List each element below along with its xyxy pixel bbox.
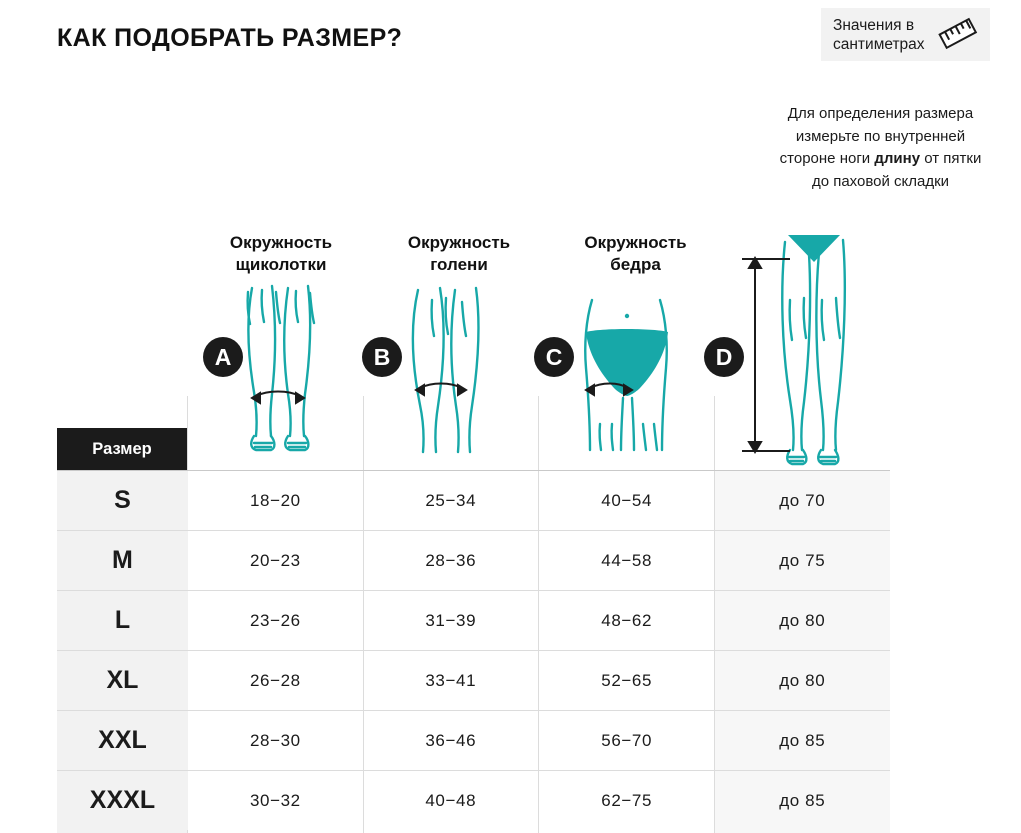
units-badge	[821, 8, 990, 61]
cell-thigh: 62−75	[539, 771, 715, 831]
cell-calf: 40−48	[363, 771, 539, 831]
cell-calf: 33−41	[363, 651, 539, 711]
figure-calf	[413, 288, 479, 452]
column-heading-ankle	[196, 232, 366, 276]
size-column-header: Размер	[57, 428, 187, 470]
cell-length: до 85	[715, 771, 890, 831]
length-measure-arrow	[742, 258, 790, 452]
cell-ankle: 30−32	[188, 771, 363, 831]
cell-thigh: 52−65	[539, 651, 715, 711]
cell-length: до 70	[715, 471, 890, 531]
figure-thigh	[585, 300, 667, 450]
column-heading-ankle-line2: щиколотки	[235, 255, 327, 274]
cell-length: до 80	[715, 651, 890, 711]
cell-calf: 28−36	[363, 531, 539, 591]
badge-a: A	[203, 337, 243, 377]
thigh-measure-arrow	[586, 384, 632, 396]
cell-calf: 25−34	[363, 471, 539, 531]
cell-size: M	[57, 531, 188, 591]
cell-length: до 75	[715, 531, 890, 591]
table-row	[57, 531, 890, 591]
column-heading-thigh-line2: бедра	[610, 255, 661, 274]
cell-size: L	[57, 591, 188, 651]
cell-size: XXL	[57, 711, 188, 771]
cell-ankle: 20−23	[188, 531, 363, 591]
cell-size: XL	[57, 651, 188, 711]
cell-thigh: 48−62	[539, 591, 715, 651]
cell-size: XXXL	[57, 771, 188, 831]
cell-ankle: 18−20	[188, 471, 363, 531]
table-row	[57, 651, 890, 711]
measure-instruction	[778, 103, 983, 193]
page-title: КАК ПОДОБРАТЬ РАЗМЕР?	[57, 24, 403, 52]
figure-ankle	[248, 286, 314, 450]
table-row	[57, 771, 890, 831]
underwear-shape	[586, 329, 668, 396]
instruction-line-3: внутренней стороне	[779, 127, 966, 167]
size-table	[57, 470, 890, 830]
cell-ankle: 23−26	[188, 591, 363, 651]
cell-calf: 36−46	[363, 711, 539, 771]
table-row	[57, 711, 890, 771]
cell-thigh: 40−54	[539, 471, 715, 531]
column-heading-calf-line2: голени	[430, 255, 488, 274]
instruction-line-4-bold: длину	[874, 150, 921, 167]
badge-d: D	[704, 337, 744, 377]
cell-ankle: 28−30	[188, 711, 363, 771]
instruction-line-4-prefix: ноги	[839, 150, 875, 167]
figure-length	[782, 240, 845, 464]
column-heading-calf-line1: Окружность	[407, 233, 511, 252]
instruction-line-2: размера измерьте по	[795, 105, 974, 145]
column-heading-calf	[374, 232, 544, 276]
cell-length: до 85	[715, 711, 890, 771]
column-heading-thigh-line1: Окружность	[584, 233, 687, 252]
badge-b: B	[362, 337, 402, 377]
cell-thigh: 56−70	[539, 711, 715, 771]
instruction-line-5: до паховой складки	[811, 172, 950, 190]
cell-ankle: 26−28	[188, 651, 363, 711]
table-row	[57, 471, 890, 531]
instruction-line-4-suffix: от пятки	[920, 150, 982, 167]
column-heading-ankle-line1: Окружность	[229, 233, 333, 252]
column-heading-thigh	[548, 232, 723, 276]
instruction-line-1: Для определения	[787, 105, 911, 122]
table-row	[57, 591, 890, 651]
cell-size: S	[57, 471, 188, 531]
groin-marker	[788, 235, 840, 262]
ankle-measure-arrow	[252, 392, 304, 404]
cell-thigh: 44−58	[539, 531, 715, 591]
cell-length: до 80	[715, 591, 890, 651]
cell-calf: 31−39	[363, 591, 539, 651]
ruler-icon	[936, 14, 980, 56]
units-badge-label: Значения в сантиметрах	[833, 16, 925, 53]
calf-measure-arrow	[416, 384, 466, 396]
badge-c: C	[534, 337, 574, 377]
